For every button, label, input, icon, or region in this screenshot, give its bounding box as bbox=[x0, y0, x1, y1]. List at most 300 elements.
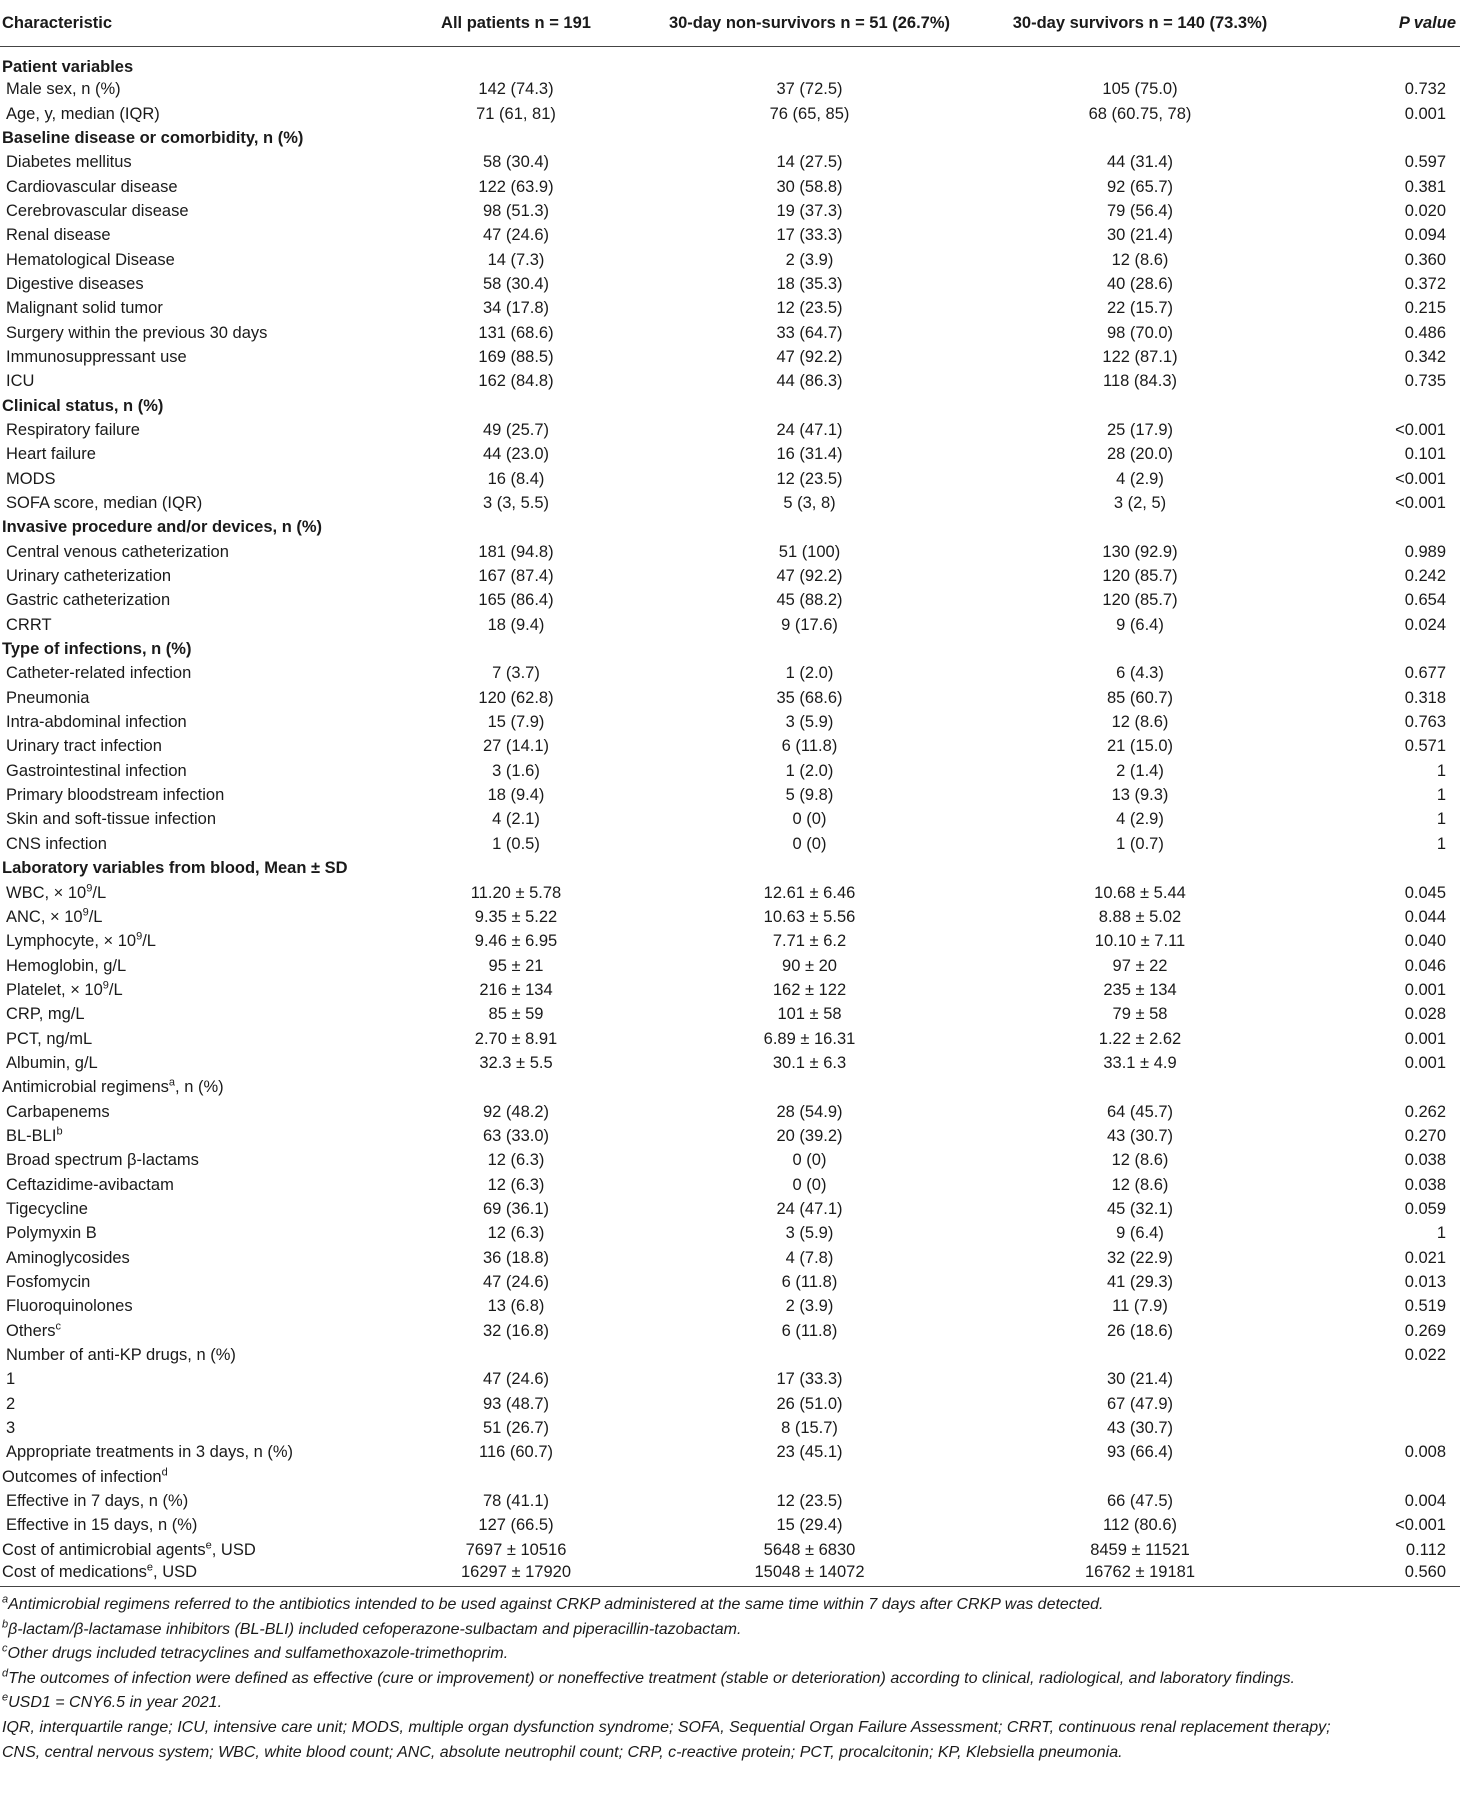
row-label-text: Aminoglycosides bbox=[6, 1248, 130, 1267]
row-label-superscript: b bbox=[56, 1125, 63, 1138]
row-label bbox=[0, 491, 395, 515]
table-row bbox=[0, 613, 1460, 637]
cell-all-patients: 71 (61, 81) bbox=[476, 104, 556, 123]
row-label-superscript: c bbox=[55, 1320, 62, 1333]
abbreviation-glossary: IQR, interquartile range; ICU, intensive care unit; MODS, multiple organ dysfunction syndrome; SOFA, Sequential Organ Failure Assessment; CRRT, continuous renal replacement therapy; bbox=[2, 1718, 1331, 1736]
cell-survivors: 26 (18.6) bbox=[1106, 1321, 1174, 1340]
cell-non-survivors: 30.1 ± 6.3 bbox=[772, 1053, 847, 1072]
cell-p-value: 1 bbox=[1436, 834, 1446, 853]
row-label bbox=[0, 418, 395, 442]
cell-survivors: 93 (66.4) bbox=[1106, 1443, 1174, 1462]
row-label bbox=[0, 613, 395, 637]
footnote-text: Antimicrobial regimens referred to the antibiotics intended to be used against CRKP administered at the same time within 7 days after CRKP was detected. bbox=[8, 1595, 1104, 1613]
cell-survivors: 67 (47.9) bbox=[1106, 1394, 1174, 1413]
cell-non-survivors: 28 (54.9) bbox=[776, 1102, 843, 1121]
cell-all-patients: 12 (6.3) bbox=[487, 1175, 545, 1194]
footnote-mark: d bbox=[2, 1667, 9, 1680]
cell-p-value: 0.763 bbox=[1404, 713, 1446, 732]
cell-p-value: 0.001 bbox=[1404, 980, 1446, 999]
section-row bbox=[0, 637, 1460, 661]
table-row bbox=[0, 759, 1460, 783]
cell-survivors: 4 (2.9) bbox=[1116, 810, 1164, 829]
cell-all-patients: 13 (6.8) bbox=[487, 1297, 545, 1316]
row-label-text: Albumin, g/L bbox=[6, 1053, 98, 1072]
cell-p-value: 0.735 bbox=[1404, 372, 1446, 391]
cell-all-patients: 49 (25.7) bbox=[482, 420, 550, 439]
table-row bbox=[0, 1270, 1460, 1294]
cell-non-survivors: 33 (64.7) bbox=[776, 323, 843, 342]
cell-non-survivors: 23 (45.1) bbox=[776, 1443, 843, 1462]
row-label bbox=[0, 759, 395, 783]
row-label bbox=[0, 637, 395, 661]
table-row bbox=[0, 953, 1460, 977]
cell-p-value bbox=[1298, 1465, 1460, 1489]
row-label bbox=[0, 832, 395, 856]
row-label-text: CRRT bbox=[6, 615, 52, 634]
row-label bbox=[0, 1367, 395, 1391]
table-row bbox=[0, 1172, 1460, 1196]
row-label-text: Others bbox=[6, 1321, 56, 1340]
row-label-text: WBC, × 10 bbox=[6, 883, 87, 902]
row-label-text: ANC, × 10 bbox=[6, 907, 83, 926]
row-label bbox=[0, 807, 395, 831]
cell-survivors: 12 (8.6) bbox=[1111, 1151, 1169, 1170]
row-label bbox=[0, 150, 395, 174]
cell-all-patients: 122 (63.9) bbox=[478, 177, 554, 196]
cell-all-patients bbox=[395, 1465, 637, 1489]
cell-p-value: 0.342 bbox=[1404, 347, 1446, 366]
footnote-mark: b bbox=[2, 1618, 9, 1631]
row-label bbox=[0, 880, 395, 904]
row-label-text: Invasive procedure and/or devices, n (%) bbox=[2, 518, 323, 537]
row-label-superscript: e bbox=[146, 1561, 154, 1574]
row-label-text: PCT, ng/mL bbox=[6, 1029, 93, 1048]
table-row bbox=[0, 1440, 1460, 1464]
cell-non-survivors: 37 (72.5) bbox=[776, 80, 843, 99]
cell-all-patients: 93 (48.7) bbox=[482, 1394, 550, 1413]
row-label bbox=[0, 77, 395, 101]
header-characteristic: Characteristic bbox=[0, 0, 395, 47]
row-label-text: Gastrointestinal infection bbox=[6, 761, 187, 780]
cell-p-value: 1 bbox=[1436, 761, 1446, 780]
cell-non-survivors bbox=[637, 1343, 982, 1367]
table-row bbox=[0, 1294, 1460, 1318]
row-label-superscript: d bbox=[161, 1466, 168, 1479]
row-label-text: Cerebrovascular disease bbox=[6, 201, 189, 220]
row-label-text: Pneumonia bbox=[6, 688, 90, 707]
cell-all-patients: 12 (6.3) bbox=[487, 1151, 545, 1170]
section-row bbox=[0, 126, 1460, 150]
cell-survivors: 66 (47.5) bbox=[1106, 1492, 1174, 1511]
cell-all-patients: 7 (3.7) bbox=[492, 664, 540, 683]
row-label-text: Hemoglobin, g/L bbox=[6, 956, 127, 975]
section-spacer bbox=[395, 515, 1460, 539]
cell-non-survivors: 12 (23.5) bbox=[776, 469, 843, 488]
table-row bbox=[0, 905, 1460, 929]
section-row bbox=[0, 47, 1460, 78]
cell-p-value: 0.021 bbox=[1404, 1248, 1446, 1267]
row-label bbox=[0, 369, 395, 393]
row-label bbox=[0, 564, 395, 588]
row-label bbox=[0, 199, 395, 223]
cell-non-survivors: 10.63 ± 5.56 bbox=[763, 907, 856, 926]
cell-p-value: 0.215 bbox=[1404, 299, 1446, 318]
cell-all-patients: 98 (51.3) bbox=[482, 201, 550, 220]
table-row bbox=[0, 174, 1460, 198]
cell-non-survivors: 47 (92.2) bbox=[776, 347, 843, 366]
row-label-text: Effective in 7 days, n (%) bbox=[6, 1492, 189, 1511]
cell-p-value: 1 bbox=[1436, 1224, 1446, 1243]
row-label bbox=[0, 1221, 395, 1245]
table-footnotes bbox=[0, 1587, 1460, 1765]
row-label-text: SOFA score, median (IQR) bbox=[6, 494, 203, 513]
row-label bbox=[0, 47, 395, 78]
cell-p-value: 0.381 bbox=[1404, 177, 1446, 196]
cell-p-value: 0.059 bbox=[1404, 1199, 1446, 1218]
cell-all-patients: 18 (9.4) bbox=[487, 615, 545, 634]
row-label bbox=[0, 953, 395, 977]
cell-survivors bbox=[982, 1075, 1298, 1099]
table-row bbox=[0, 661, 1460, 685]
cell-all-patients: 16 (8.4) bbox=[487, 469, 545, 488]
cell-p-value: 0.560 bbox=[1298, 1562, 1460, 1587]
cell-survivors: 130 (92.9) bbox=[1102, 542, 1178, 561]
cell-survivors: 8.88 ± 5.02 bbox=[1098, 907, 1182, 926]
cell-survivors: 6 (4.3) bbox=[1116, 664, 1164, 683]
cell-survivors: 28 (20.0) bbox=[1106, 445, 1174, 464]
row-label bbox=[0, 661, 395, 685]
row-label bbox=[0, 1002, 395, 1026]
cell-non-survivors: 51 (100) bbox=[778, 542, 841, 561]
cell-survivors: 92 (65.7) bbox=[1106, 177, 1174, 196]
cell-all-patients: 7697 ± 10516 bbox=[465, 1540, 567, 1559]
row-label bbox=[0, 393, 395, 417]
footnote-mark: e bbox=[2, 1692, 9, 1705]
row-label-text: Surgery within the previous 30 days bbox=[6, 323, 268, 342]
table-row bbox=[0, 296, 1460, 320]
cell-p-value: 0.360 bbox=[1404, 250, 1446, 269]
cell-non-survivors: 16 (31.4) bbox=[776, 445, 843, 464]
cell-p-value: 0.677 bbox=[1404, 664, 1446, 683]
cell-survivors: 8459 ± 11521 bbox=[1090, 1540, 1190, 1559]
cell-p-value: 0.262 bbox=[1404, 1102, 1446, 1121]
cell-p-value: 0.242 bbox=[1404, 567, 1446, 586]
cell-all-patients: 216 ± 134 bbox=[479, 980, 553, 999]
row-label bbox=[0, 1075, 395, 1099]
table-row bbox=[0, 491, 1460, 515]
row-label-text: Primary bloodstream infection bbox=[6, 786, 225, 805]
cell-survivors: 10.68 ± 5.44 bbox=[1094, 883, 1186, 902]
table-row bbox=[0, 1392, 1460, 1416]
row-label-suffix: /L bbox=[108, 980, 123, 999]
row-label bbox=[0, 1124, 395, 1148]
cell-survivors: 16762 ± 19181 bbox=[982, 1562, 1298, 1587]
cell-p-value: 0.038 bbox=[1404, 1151, 1446, 1170]
cell-p-value: 0.571 bbox=[1404, 737, 1446, 756]
row-label-superscript: e bbox=[205, 1539, 212, 1552]
row-label-superscript: 9 bbox=[102, 979, 109, 992]
row-label-text: Fluoroquinolones bbox=[6, 1297, 133, 1316]
row-label-text: Renal disease bbox=[6, 226, 111, 245]
table-row bbox=[0, 929, 1460, 953]
row-label bbox=[0, 467, 395, 491]
table-row bbox=[0, 1099, 1460, 1123]
table-body bbox=[0, 47, 1460, 1587]
table-row bbox=[0, 418, 1460, 442]
table-row bbox=[0, 1367, 1460, 1391]
row-label-text: Gastric catheterization bbox=[6, 591, 171, 610]
cell-all-patients: 15 (7.9) bbox=[487, 713, 545, 732]
table-row bbox=[0, 686, 1460, 710]
row-label bbox=[0, 1392, 395, 1416]
cell-survivors: 10.10 ± 7.11 bbox=[1094, 932, 1186, 951]
table-row bbox=[0, 199, 1460, 223]
cell-non-survivors: 1 (2.0) bbox=[785, 761, 834, 780]
cell-non-survivors: 5 (3, 8) bbox=[783, 494, 836, 513]
cell-p-value: 0.101 bbox=[1404, 445, 1446, 464]
table-row bbox=[0, 77, 1460, 101]
table-row bbox=[0, 1124, 1460, 1148]
row-label-text: Type of infections, n (%) bbox=[2, 640, 192, 659]
row-label-text: Platelet, × 10 bbox=[6, 980, 103, 999]
row-label-text: Tigecycline bbox=[6, 1199, 88, 1218]
cell-all-patients: 69 (36.1) bbox=[482, 1199, 550, 1218]
cell-survivors: 43 (30.7) bbox=[1106, 1419, 1174, 1438]
footnote bbox=[2, 1593, 1460, 1618]
cell-survivors: 97 ± 22 bbox=[1112, 956, 1168, 975]
row-label bbox=[0, 1319, 395, 1343]
row-label-text: CRP, mg/L bbox=[6, 1005, 85, 1024]
cell-all-patients: 47 (24.6) bbox=[482, 1273, 550, 1292]
row-label bbox=[0, 734, 395, 758]
cell-all-patients: 120 (62.8) bbox=[478, 688, 554, 707]
row-label-text: Cardiovascular disease bbox=[6, 177, 178, 196]
row-label-suffix: /L bbox=[142, 932, 156, 951]
abbreviation-glossary: CNS, central nervous system; WBC, white blood count; ANC, absolute neutrophil count; CRP, c-reactive protein; PCT, procalcitonin; KP, Klebsiella pneumonia. bbox=[2, 1743, 1123, 1761]
cell-all-patients: 78 (41.1) bbox=[482, 1492, 550, 1511]
table-row bbox=[0, 832, 1460, 856]
cell-p-value: 0.654 bbox=[1404, 591, 1446, 610]
cell-all-patients: 32.3 ± 5.5 bbox=[479, 1053, 553, 1072]
cell-non-survivors: 162 ± 122 bbox=[772, 980, 847, 999]
row-label-text: Clinical status, n (%) bbox=[2, 396, 164, 415]
table-row bbox=[0, 1148, 1460, 1172]
cell-all-patients: 47 (24.6) bbox=[482, 1370, 550, 1389]
cell-non-survivors: 15048 ± 14072 bbox=[637, 1562, 982, 1587]
section-row bbox=[0, 393, 1460, 417]
cell-p-value: 0.318 bbox=[1404, 688, 1446, 707]
header-p-value: P value bbox=[1298, 0, 1460, 47]
row-label-text: 1 bbox=[6, 1370, 16, 1389]
row-label-text: 3 bbox=[6, 1419, 16, 1438]
row-label bbox=[0, 272, 395, 296]
row-label bbox=[0, 710, 395, 734]
footnote bbox=[2, 1642, 1460, 1667]
header-survivors: 30-day survivors n = 140 (73.3%) bbox=[982, 0, 1298, 47]
row-label-text: Patient variables bbox=[2, 58, 134, 76]
cell-all-patients: 92 (48.2) bbox=[482, 1102, 550, 1121]
cell-survivors: 9 (6.4) bbox=[1116, 615, 1164, 634]
table-row bbox=[0, 1002, 1460, 1026]
row-label-text: Catheter-related infection bbox=[6, 664, 192, 683]
cell-non-survivors: 6.89 ± 16.31 bbox=[763, 1029, 856, 1048]
cell-p-value: 0.013 bbox=[1404, 1273, 1446, 1292]
row-label-text: Cost of antimicrobial agents bbox=[2, 1540, 206, 1559]
cell-survivors: 30 (21.4) bbox=[1106, 1370, 1174, 1389]
cell-all-patients: 4 (2.1) bbox=[492, 810, 540, 829]
cell-all-patients: 18 (9.4) bbox=[487, 786, 545, 805]
cell-all-patients bbox=[395, 1343, 637, 1367]
cell-non-survivors: 3 (5.9) bbox=[785, 713, 834, 732]
cell-p-value: 0.045 bbox=[1404, 883, 1446, 902]
cell-survivors: 68 (60.75, 78) bbox=[1088, 104, 1192, 123]
cell-survivors: 118 (84.3) bbox=[1103, 372, 1177, 391]
cell-p-value: 1 bbox=[1436, 786, 1446, 805]
cell-survivors: 120 (85.7) bbox=[1102, 591, 1178, 610]
table-row bbox=[0, 807, 1460, 831]
cell-all-patients: 3 (1.6) bbox=[492, 761, 540, 780]
table-row bbox=[0, 1026, 1460, 1050]
cell-non-survivors: 0 (0) bbox=[792, 1151, 827, 1170]
cell-p-value: 0.597 bbox=[1404, 153, 1446, 172]
cell-survivors: 4 (2.9) bbox=[1116, 469, 1164, 488]
row-label-suffix: , USD bbox=[153, 1562, 198, 1581]
footnote bbox=[2, 1691, 1460, 1716]
cell-p-value: 0.486 bbox=[1404, 323, 1446, 342]
header-all-patients: All patients n = 191 bbox=[395, 0, 637, 47]
cell-non-survivors: 12.61 ± 6.46 bbox=[763, 883, 856, 902]
table-row bbox=[0, 150, 1460, 174]
footnote-text: The outcomes of infection were defined as effective (cure or improvement) or noneffective treatment (stable or deterioration) according to clinical, radiological, and laboratory findings. bbox=[8, 1669, 1295, 1687]
row-label-text: Effective in 15 days, n (%) bbox=[6, 1516, 198, 1535]
row-label bbox=[0, 1148, 395, 1172]
cell-p-value bbox=[1298, 1075, 1460, 1099]
header-non-survivors: 30-day non-survivors n = 51 (26.7%) bbox=[637, 0, 982, 47]
row-label bbox=[0, 296, 395, 320]
table-row bbox=[0, 1538, 1460, 1562]
table-row bbox=[0, 1562, 1460, 1587]
cell-non-survivors: 30 (58.8) bbox=[776, 177, 843, 196]
cell-all-patients: 16297 ± 17920 bbox=[395, 1562, 637, 1587]
row-label bbox=[0, 1562, 395, 1587]
cell-non-survivors: 90 ± 20 bbox=[782, 956, 837, 975]
row-label bbox=[0, 1343, 395, 1367]
table-row bbox=[0, 564, 1460, 588]
row-label bbox=[0, 1197, 395, 1221]
cell-non-survivors: 45 (88.2) bbox=[776, 591, 843, 610]
cell-non-survivors: 6 (11.8) bbox=[781, 737, 838, 756]
row-label-text: Broad spectrum β-lactams bbox=[6, 1151, 199, 1170]
table-row bbox=[0, 1197, 1460, 1221]
row-label bbox=[0, 174, 395, 198]
cell-survivors bbox=[982, 1465, 1298, 1489]
cell-all-patients: 9.35 ± 5.22 bbox=[474, 907, 558, 926]
cell-all-patients: 169 (88.5) bbox=[478, 347, 554, 366]
row-label-text: Diabetes mellitus bbox=[6, 153, 132, 172]
cell-survivors bbox=[982, 1343, 1298, 1367]
row-label-text: Intra-abdominal infection bbox=[6, 713, 187, 732]
table-row bbox=[0, 540, 1460, 564]
cell-all-patients: 58 (30.4) bbox=[482, 274, 550, 293]
cell-all-patients: 63 (33.0) bbox=[482, 1126, 550, 1145]
cell-survivors: 33.1 ± 4.9 bbox=[1103, 1053, 1177, 1072]
table-row bbox=[0, 345, 1460, 369]
section-row bbox=[0, 856, 1460, 880]
section-spacer bbox=[395, 47, 1460, 78]
table-row bbox=[0, 467, 1460, 491]
cell-p-value: 0.022 bbox=[1404, 1346, 1446, 1365]
row-label-text: Heart failure bbox=[6, 445, 96, 464]
cell-survivors: 79 ± 58 bbox=[1112, 1005, 1168, 1024]
cell-all-patients: 1 (0.5) bbox=[492, 834, 540, 853]
table-row bbox=[0, 1416, 1460, 1440]
cell-p-value bbox=[1298, 1416, 1460, 1440]
table-row bbox=[0, 1343, 1460, 1367]
cell-non-survivors: 14 (27.5) bbox=[776, 153, 843, 172]
cell-all-patients: 127 (66.5) bbox=[478, 1516, 554, 1535]
table-row bbox=[0, 369, 1460, 393]
row-label bbox=[0, 1099, 395, 1123]
cell-non-survivors: 0 (0) bbox=[792, 834, 827, 853]
cell-all-patients: 142 (74.3) bbox=[478, 80, 554, 99]
cell-all-patients: 165 (86.4) bbox=[478, 591, 554, 610]
cell-survivors: 25 (17.9) bbox=[1106, 420, 1174, 439]
row-label-text: Central venous catheterization bbox=[6, 542, 229, 561]
row-label bbox=[0, 540, 395, 564]
row-label-superscript: a bbox=[168, 1076, 176, 1089]
cell-p-value bbox=[1298, 1392, 1460, 1416]
row-label bbox=[0, 929, 395, 953]
cell-p-value: <0.001 bbox=[1395, 1516, 1446, 1535]
row-label bbox=[0, 1513, 395, 1537]
cell-survivors: 41 (29.3) bbox=[1106, 1273, 1174, 1292]
row-label-text: MODS bbox=[6, 469, 56, 488]
cell-survivors: 79 (56.4) bbox=[1106, 201, 1174, 220]
cell-survivors: 3 (2, 5) bbox=[1113, 494, 1167, 513]
cell-survivors: 120 (85.7) bbox=[1102, 567, 1178, 586]
table-header bbox=[0, 0, 1460, 47]
section-spacer bbox=[395, 856, 1460, 880]
row-label-superscript: 9 bbox=[136, 930, 143, 943]
row-label bbox=[0, 686, 395, 710]
table-row bbox=[0, 1246, 1460, 1270]
row-label bbox=[0, 345, 395, 369]
row-label-text: BL-BLI bbox=[6, 1126, 57, 1145]
cell-non-survivors: 26 (51.0) bbox=[776, 1394, 843, 1413]
footnote-text: USD1 = CNY6.5 in year 2021. bbox=[8, 1694, 223, 1712]
row-label bbox=[0, 1172, 395, 1196]
cell-p-value: 0.028 bbox=[1404, 1005, 1446, 1024]
row-label-text: Immunosuppressant use bbox=[6, 347, 187, 366]
cell-non-survivors: 8 (15.7) bbox=[781, 1419, 838, 1438]
cell-survivors: 13 (9.3) bbox=[1111, 786, 1169, 805]
row-label-text: Digestive diseases bbox=[6, 274, 144, 293]
cell-survivors: 40 (28.6) bbox=[1106, 274, 1174, 293]
cell-survivors: 12 (8.6) bbox=[1111, 1175, 1169, 1194]
row-label bbox=[0, 1270, 395, 1294]
table-row bbox=[0, 442, 1460, 466]
cell-survivors: 43 (30.7) bbox=[1106, 1126, 1174, 1145]
cell-p-value: 0.001 bbox=[1404, 1029, 1446, 1048]
row-label-text: Respiratory failure bbox=[6, 420, 140, 439]
cell-survivors: 235 ± 134 bbox=[1103, 980, 1177, 999]
row-label-text: Urinary tract infection bbox=[6, 737, 162, 756]
row-label bbox=[0, 905, 395, 929]
cell-non-survivors: 19 (37.3) bbox=[776, 201, 843, 220]
cell-survivors: 105 (75.0) bbox=[1102, 80, 1178, 99]
cell-non-survivors: 44 (86.3) bbox=[776, 372, 843, 391]
cell-non-survivors: 12 (23.5) bbox=[776, 299, 843, 318]
